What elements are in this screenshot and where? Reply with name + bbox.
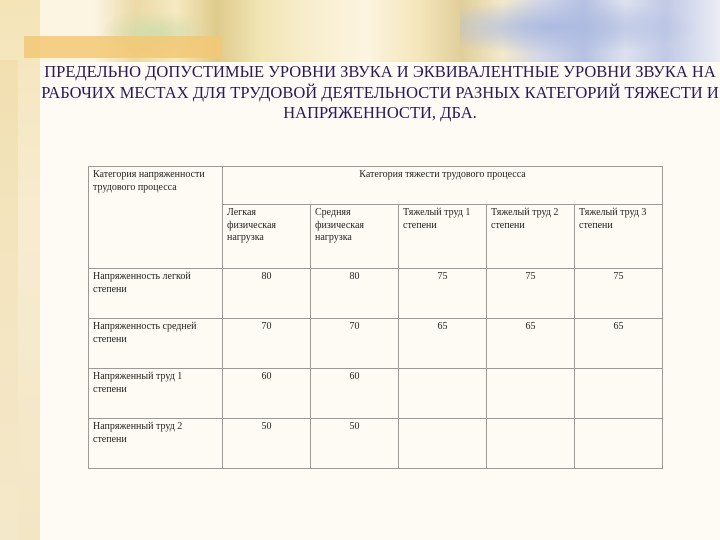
table-cell: 50: [311, 419, 399, 469]
table-group-header: Категория тяжести трудового процесса: [223, 167, 663, 205]
table-cell: 65: [487, 319, 575, 369]
decorative-accent-bar: [24, 36, 222, 58]
table-row: [89, 419, 663, 469]
table-row: [89, 369, 663, 419]
slide-title: ПРЕДЕЛЬНО ДОПУСТИМЫЕ УРОВНИ ЗВУКА И ЭКВИВАЛЕНТНЫЕ УРОВНИ ЗВУКА НА РАБОЧИХ МЕСТАХ ДЛЯ ТРУДОВОЙ ДЕЯТЕЛЬНОСТИ РАЗНЫХ КАТЕГОРИЙ ТЯЖЕСТИ И НАПРЯЖЕННОСТИ, ДБА.: [41, 62, 719, 122]
table-cell: [399, 419, 487, 469]
table-cell: 80: [223, 269, 311, 319]
table-cell: 70: [311, 319, 399, 369]
table-cell: 60: [311, 369, 399, 419]
row-label: Напряженный труд 2 степени: [89, 419, 223, 469]
table-cell: [575, 419, 663, 469]
decorative-left-band: [0, 0, 40, 540]
column-header: Средняя физическая нагрузка: [311, 205, 399, 269]
noise-levels-table: [88, 166, 663, 469]
table-cell: 80: [311, 269, 399, 319]
column-header: Тяжелый труд 3 степени: [575, 205, 663, 269]
table-cell: [487, 419, 575, 469]
table-cell: [575, 369, 663, 419]
column-header: Тяжелый труд 1 степени: [399, 205, 487, 269]
row-label: Напряженность легкой степени: [89, 269, 223, 319]
column-header: Легкая физическая нагрузка: [223, 205, 311, 269]
table-cell: 75: [399, 269, 487, 319]
table-cell: 65: [575, 319, 663, 369]
row-label: Напряженный труд 1 степени: [89, 369, 223, 419]
table-cell: [399, 369, 487, 419]
table-cell: 65: [399, 319, 487, 369]
table-cell: 70: [223, 319, 311, 369]
table-row: [89, 319, 663, 369]
table-row: [89, 269, 663, 319]
column-header: Тяжелый труд 2 степени: [487, 205, 575, 269]
table-cell: 60: [223, 369, 311, 419]
table-cell: 75: [487, 269, 575, 319]
table-cell: [487, 369, 575, 419]
table-corner-header: Категория напряженности трудового процесса: [89, 167, 223, 269]
table-cell: 50: [223, 419, 311, 469]
table-cell: 75: [575, 269, 663, 319]
row-label: Напряженность средней степени: [89, 319, 223, 369]
